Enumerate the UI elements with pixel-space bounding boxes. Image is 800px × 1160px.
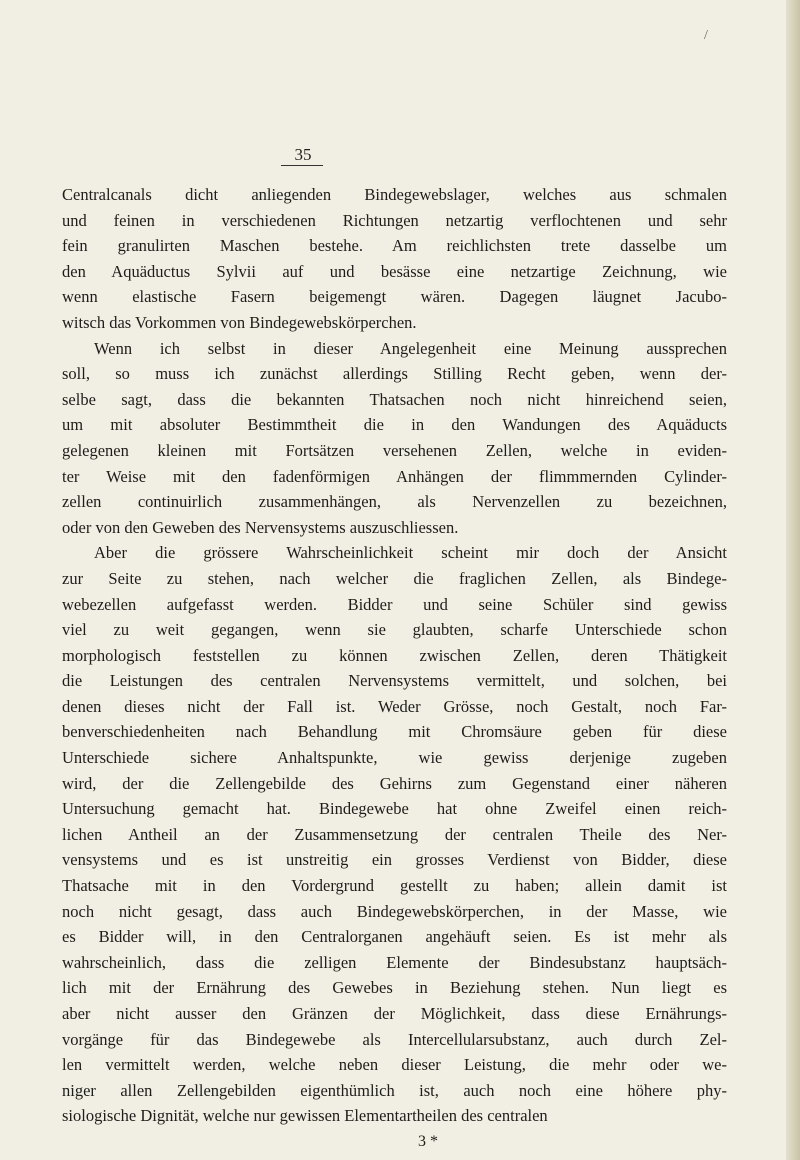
text-line: um mit absoluter Bestimmtheit die in den Wandungen des Aquäducts	[62, 415, 727, 435]
text-line: lich mit der Ernährung des Gewebes in Beziehung stehen. Nun liegt es	[62, 978, 727, 998]
text-line: Aber die grössere Wahrscheinlichkeit scheint mir doch der Ansicht	[94, 543, 727, 563]
text-line: oder von den Geweben des Nervensystems auszuschliessen.	[62, 517, 459, 537]
corner-mark: /	[704, 28, 708, 43]
page-number: 35	[294, 145, 312, 164]
text-line: die Leistungen des centralen Nervensystems vermittelt, und solchen, bei	[62, 671, 727, 691]
text-line: zur Seite zu stehen, nach welcher die fraglichen Zellen, als Bindege-	[62, 568, 727, 588]
text-line: und feinen in verschiedenen Richtungen netzartig verflochtenen und sehr	[62, 210, 727, 230]
page-edge	[786, 0, 800, 1160]
text-line: wenn elastische Fasern beigemengt wären. Dagegen läugnet Jacubo-	[62, 287, 727, 307]
body-text	[62, 182, 727, 1129]
text-line: siologische Dignität, welche nur gewissen Elementartheilen des centralen	[62, 1106, 548, 1126]
text-line: Centralcanals dicht anliegenden Bindegewebslager, welches aus schmalen	[62, 185, 727, 204]
text-line: lichen Antheil an der Zusammensetzung der centralen Theile des Ner-	[62, 824, 727, 844]
text-line: morphologisch feststellen zu können zwischen Zellen, deren Thätigkeit	[62, 645, 727, 665]
signature-mark: 3 *	[418, 1133, 438, 1150]
text-line: len vermittelt werden, welche neben dieser Leistung, die mehr oder we-	[62, 1055, 727, 1075]
text-line: Untersuchung gemacht hat. Bindegewebe hat ohne Zweifel einen reich-	[62, 799, 727, 819]
text-line: soll, so muss ich zunächst allerdings Stilling Recht geben, wenn der-	[62, 364, 727, 384]
text-line: es Bidder will, in den Centralorganen angehäuft seien. Es ist mehr als	[62, 927, 727, 947]
text-line: aber nicht ausser den Gränzen der Möglichkeit, dass diese Ernährungs-	[62, 1004, 727, 1023]
text-line: selbe sagt, dass die bekannten Thatsachen noch nicht hinreichend seien,	[62, 389, 727, 409]
text-line: denen dieses nicht der Fall ist. Weder Grösse, noch Gestalt, noch Far-	[62, 696, 727, 716]
text-line: fein granulirten Maschen bestehe. Am reichlichsten trete dasselbe um	[62, 236, 727, 256]
page-number-underline	[281, 165, 323, 166]
text-line: Wenn ich selbst in dieser Angelegenheit eine Meinung aussprechen	[94, 338, 727, 358]
text-line: viel zu weit gegangen, wenn sie glaubten, scharfe Unterschiede schon	[62, 620, 727, 640]
text-line: witsch das Vorkommen von Bindegewebskörperchen.	[62, 312, 417, 332]
text-line: den Aquäductus Sylvii auf und besässe eine netzartige Zeichnung, wie	[62, 261, 727, 281]
text-line: wird, der die Zellengebilde des Gehirns zum Gegenstand einer näheren	[62, 773, 727, 793]
text-line: benverschiedenheiten nach Behandlung mit Chromsäure geben für diese	[62, 722, 727, 742]
text-line: wahrscheinlich, dass die zelligen Elemente der Bindesubstanz hauptsäch-	[62, 952, 727, 972]
text-line: niger allen Zellengebilden eigenthümlich ist, auch noch eine höhere phy-	[62, 1080, 727, 1100]
text-line: Unterschiede sichere Anhaltspunkte, wie gewiss derjenige zugeben	[62, 748, 727, 768]
text-line: Thatsache mit in den Vordergrund gestellt zu haben; allein damit ist	[62, 876, 727, 896]
text-line: vensystems und es ist unstreitig ein grosses Verdienst von Bidder, diese	[62, 850, 727, 870]
text-line: webezellen aufgefasst werden. Bidder und seine Schüler sind gewiss	[62, 594, 727, 614]
text-line: ter Weise mit den fadenförmigen Anhängen der flimmmernden Cylinder-	[62, 466, 727, 486]
text-line: gelegenen kleinen mit Fortsätzen versehenen Zellen, welche in eviden-	[62, 440, 727, 460]
text-line: vorgänge für das Bindegewebe als Intercellularsubstanz, auch durch Zel-	[62, 1029, 727, 1049]
text-line: noch nicht gesagt, dass auch Bindegewebskörperchen, in der Masse, wie	[62, 901, 727, 921]
text-line: zellen continuirlich zusammenhängen, als Nervenzellen zu bezeichnen,	[62, 492, 727, 512]
